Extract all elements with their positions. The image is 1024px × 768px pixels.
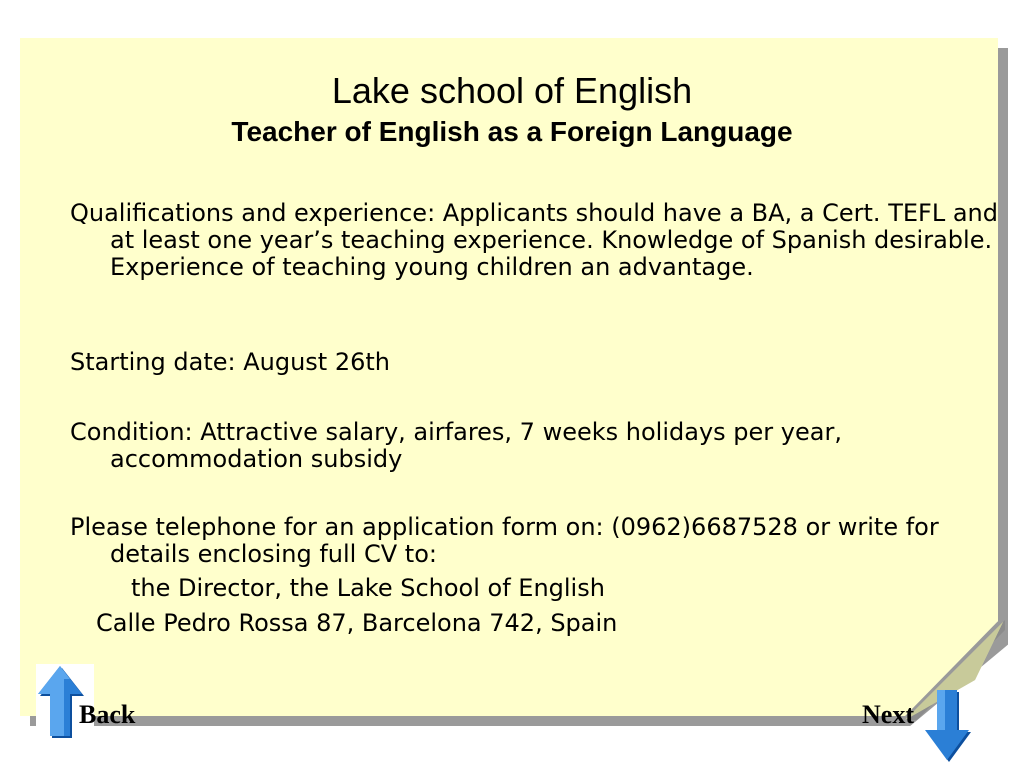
page-subtitle: Teacher of English as a Foreign Language xyxy=(231,116,793,147)
address-line-2: Calle Pedro Rossa 87, Barcelona 742, Spain xyxy=(96,609,618,637)
back-label: Back xyxy=(79,700,136,729)
address-line-1: the Director, the Lake School of English xyxy=(131,574,605,602)
page-title: Lake school of English xyxy=(331,70,693,111)
next-label: Next xyxy=(862,700,914,729)
contact-paragraph: Please telephone for an application form on: (0962)6687528 or write for details enclosing full CV to: xyxy=(70,513,939,568)
back-button[interactable] xyxy=(36,664,156,744)
qualifications-paragraph: Qualifications and experience: Applicants should have a BA, a Cert. TEFL and at least one year’s teaching experience. Knowledge of Spanish desirable. Experience of teaching young children an advantage. xyxy=(70,199,998,281)
down-arrow-icon xyxy=(925,690,973,764)
next-button[interactable] xyxy=(860,690,975,765)
starting-date-paragraph: Starting date: August 26th xyxy=(70,348,390,376)
condition-paragraph: Condition: Attractive salary, airfares, 7 weeks holidays per year, accommodation subsidy xyxy=(70,418,842,473)
